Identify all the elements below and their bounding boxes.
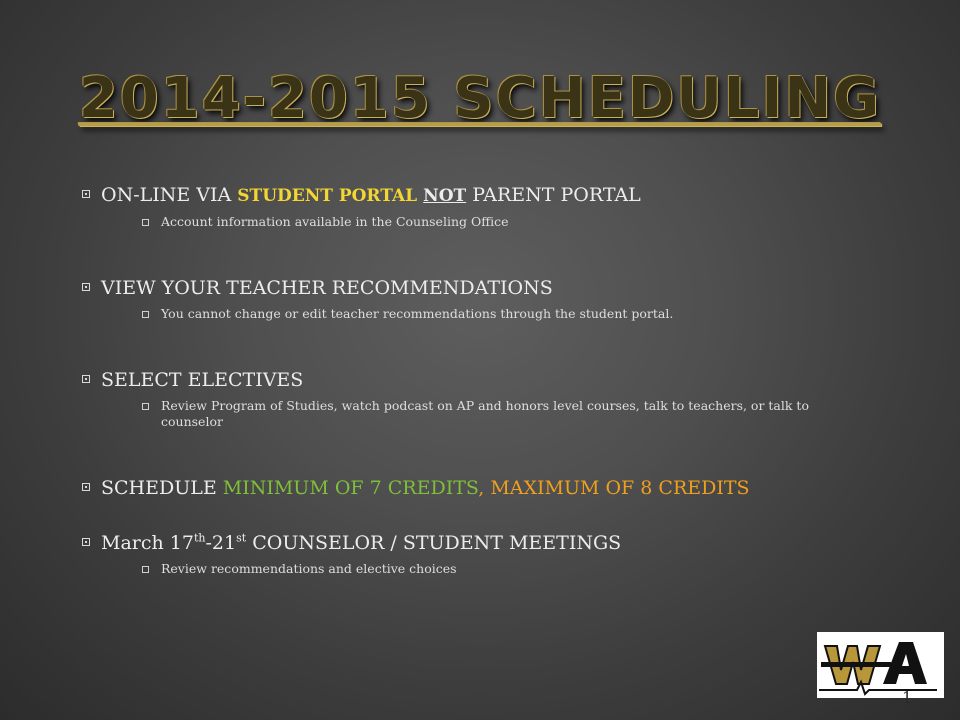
sub-bullet <box>82 306 882 322</box>
superscript-th: th <box>193 531 206 545</box>
sub-bullet-text: Review Program of Studies, watch podcast on AP and honors level courses, talk to teachers, or talk to counselor <box>161 398 809 429</box>
sub-bullet-text: Account information available in the Counseling Office <box>161 214 509 229</box>
square-bullet-icon <box>82 375 90 383</box>
square-bullet-icon <box>82 483 90 491</box>
bullet-list <box>82 183 882 577</box>
slide-number: 1 <box>902 688 913 707</box>
bullet-counselor-meetings <box>82 531 882 555</box>
minimum-credits-text: MINIMUM OF 7 CREDITS <box>222 477 479 499</box>
bullet-online-portal <box>82 183 882 208</box>
sub-bullet <box>82 398 861 430</box>
bullet-text: SELECT ELECTIVES <box>101 369 304 391</box>
small-square-bullet-icon <box>142 403 149 410</box>
sub-bullet-text: Review recommendations and elective choices <box>161 561 457 576</box>
bullet-select-electives <box>82 368 882 392</box>
bullet-text: COUNSELOR / STUDENT MEETINGS <box>246 532 622 554</box>
slide-title: 2014-2015 SCHEDULING <box>78 66 882 131</box>
small-square-bullet-icon <box>142 219 149 226</box>
student-portal-highlight: STUDENT PORTAL <box>237 186 418 206</box>
small-square-bullet-icon <box>142 311 149 318</box>
sub-bullet <box>82 561 882 577</box>
wa-logo-icon <box>817 632 944 698</box>
square-bullet-icon <box>82 538 90 546</box>
maximum-credits-text: MAXIMUM OF 8 CREDITS <box>490 477 750 499</box>
square-bullet-icon <box>82 190 90 198</box>
small-square-bullet-icon <box>142 566 149 573</box>
not-emphasis: NOT <box>423 186 467 206</box>
sub-bullet <box>82 214 882 230</box>
bullet-text: SCHEDULE <box>101 477 223 499</box>
bullet-text: March 17 <box>101 532 194 554</box>
school-logo <box>817 632 944 698</box>
bullet-text: -21 <box>205 532 237 554</box>
sub-bullet-text: You cannot change or edit teacher recommendations through the student portal. <box>161 306 674 321</box>
comma: , <box>478 477 491 499</box>
bullet-teacher-recommendations <box>82 276 882 300</box>
bullet-text: VIEW YOUR TEACHER RECOMMENDATIONS <box>101 277 553 299</box>
superscript-st: st <box>236 531 247 545</box>
bullet-text: PARENT PORTAL <box>466 184 641 206</box>
bullet-credit-range <box>82 476 882 500</box>
square-bullet-icon <box>82 283 90 291</box>
bullet-text: ON-LINE VIA <box>101 184 238 206</box>
